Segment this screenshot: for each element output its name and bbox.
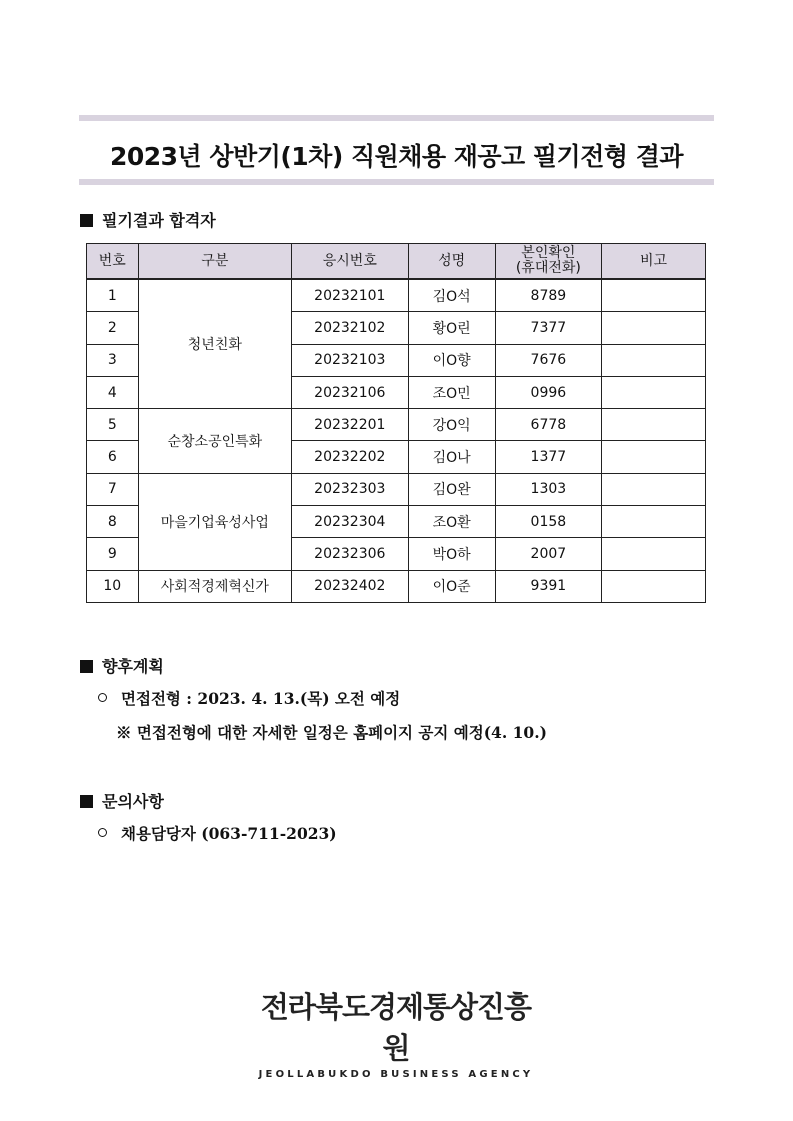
header-note: 비고 [601,244,705,280]
cell-no: 2 [87,312,139,344]
cell-name: 조O환 [408,506,495,538]
cell-exam-number: 20232303 [292,473,409,505]
cell-name: 조O민 [408,376,495,408]
cell-no: 7 [87,473,139,505]
plan-note: ※ 면접전형에 대한 자세한 일정은 홈페이지 공지 예정(4. 10.) [116,723,547,742]
plan-item-text: 면접전형 : 2023. 4. 13.(목) 오전 예정 [121,689,401,708]
square-bullet-icon [80,795,93,808]
title-bottom-rule [79,179,714,185]
results-heading-text: 필기결과 합격자 [102,211,216,230]
cell-note [601,279,705,312]
cell-note [601,570,705,602]
cell-category: 순창소공인특화 [138,409,291,474]
contact-item [98,822,337,844]
contact-item-text: 채용담당자 (063-711-2023) [121,824,337,843]
cell-phone: 1377 [495,441,601,473]
cell-no: 6 [87,441,139,473]
cell-no: 8 [87,506,139,538]
cell-note [601,344,705,376]
cell-name: 김O나 [408,441,495,473]
title-top-rule [79,115,714,121]
logo-english-name: JEOLLABUKDO BUSINESS AGENCY [258,1069,534,1080]
cell-exam-number: 20232102 [292,312,409,344]
circle-bullet-icon [98,828,107,837]
cell-name: 이O준 [408,570,495,602]
cell-name: 강O익 [408,409,495,441]
cell-no: 4 [87,376,139,408]
organization-logo [250,985,542,1080]
cell-note [601,409,705,441]
cell-exam-number: 20232103 [292,344,409,376]
cell-note [601,506,705,538]
table-row [87,279,706,312]
cell-phone: 9391 [495,570,601,602]
cell-no: 9 [87,538,139,570]
cell-name: 박O하 [408,538,495,570]
cell-note [601,312,705,344]
square-bullet-icon [80,214,93,227]
square-bullet-icon [80,660,93,673]
cell-exam-number: 20232202 [292,441,409,473]
cell-name: 황O린 [408,312,495,344]
section-heading-plan [80,654,164,677]
header-identity-check: 본인확인 (휴대전화) [495,244,601,280]
section-heading-contact [80,789,164,812]
cell-note [601,538,705,570]
header-no: 번호 [87,244,139,280]
cell-note [601,473,705,505]
cell-no: 3 [87,344,139,376]
header-name: 성명 [408,244,495,280]
logo-korean-name: 전라북도경제통상진흥원 [260,990,532,1065]
cell-exam-number: 20232201 [292,409,409,441]
cell-exam-number: 20232101 [292,279,409,312]
cell-phone: 7377 [495,312,601,344]
cell-category: 마을기업육성사업 [138,473,291,570]
cell-exam-number: 20232304 [292,506,409,538]
cell-category: 사회적경제혁신가 [138,570,291,602]
cell-no: 10 [87,570,139,602]
cell-phone: 0158 [495,506,601,538]
header-exam-number: 응시번호 [292,244,409,280]
cell-exam-number: 20232306 [292,538,409,570]
plan-item [98,687,400,709]
results-table [86,243,706,603]
page-title: 2023년 상반기(1차) 직원채용 재공고 필기전형 결과 [109,142,684,171]
cell-note [601,441,705,473]
circle-bullet-icon [98,693,107,702]
cell-name: 이O향 [408,344,495,376]
cell-phone: 1303 [495,473,601,505]
cell-name: 김O석 [408,279,495,312]
cell-phone: 0996 [495,376,601,408]
title-banner [79,115,714,185]
table-row [87,473,706,505]
cell-phone: 2007 [495,538,601,570]
cell-phone: 7676 [495,344,601,376]
cell-exam-number: 20232106 [292,376,409,408]
cell-name: 김O완 [408,473,495,505]
plan-heading-text: 향후계획 [102,657,164,676]
table-header-row [87,244,706,280]
table-row [87,409,706,441]
section-heading-results [80,208,216,231]
cell-category: 청년친화 [138,279,291,409]
cell-phone: 6778 [495,409,601,441]
cell-no: 1 [87,279,139,312]
contact-heading-text: 문의사항 [102,792,164,811]
cell-phone: 8789 [495,279,601,312]
header-category: 구분 [138,244,291,280]
cell-exam-number: 20232402 [292,570,409,602]
cell-note [601,376,705,408]
cell-no: 5 [87,409,139,441]
table-row [87,570,706,602]
